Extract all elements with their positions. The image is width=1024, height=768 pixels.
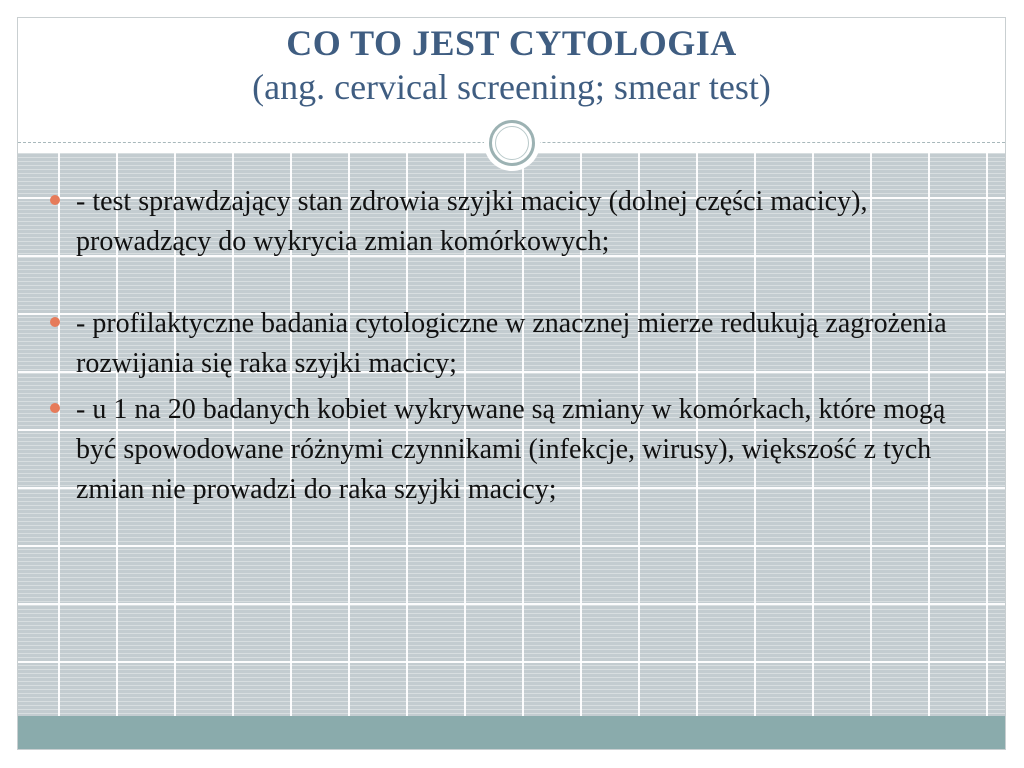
slide-subtitle: (ang. cervical screening; smear test) xyxy=(252,67,771,107)
slide-title: CO TO JEST CYTOLOGIA xyxy=(286,23,737,63)
footer-band xyxy=(18,716,1005,749)
bullet-text: - test sprawdzający stan zdrowia szyjki macicy (dolnej części macicy), prowadzący do wykrycia zmian komórkowych; xyxy=(76,186,868,257)
bullet-list xyxy=(50,182,950,510)
bullet-text: - u 1 na 20 badanych kobiet wykrywane są zmiany w komórkach, które mogą być spowodowane różnymi czynnikami (infekcje, wirusy), większość z tych zmian nie prowadzi do raka szyjki macicy; xyxy=(76,394,946,505)
bullet-dot-icon xyxy=(50,317,60,327)
bullet-item xyxy=(50,390,950,510)
bullet-text: - profilaktyczne badania cytologiczne w znacznej mierze redukują zagrożenia rozwijania się raka szyjki macicy; xyxy=(76,308,947,379)
bullet-dot-icon xyxy=(50,195,60,205)
bullet-item xyxy=(50,182,950,262)
bullet-dot-icon xyxy=(50,403,60,413)
decorative-inner-circle-icon xyxy=(495,126,529,160)
bullet-item xyxy=(50,304,950,384)
